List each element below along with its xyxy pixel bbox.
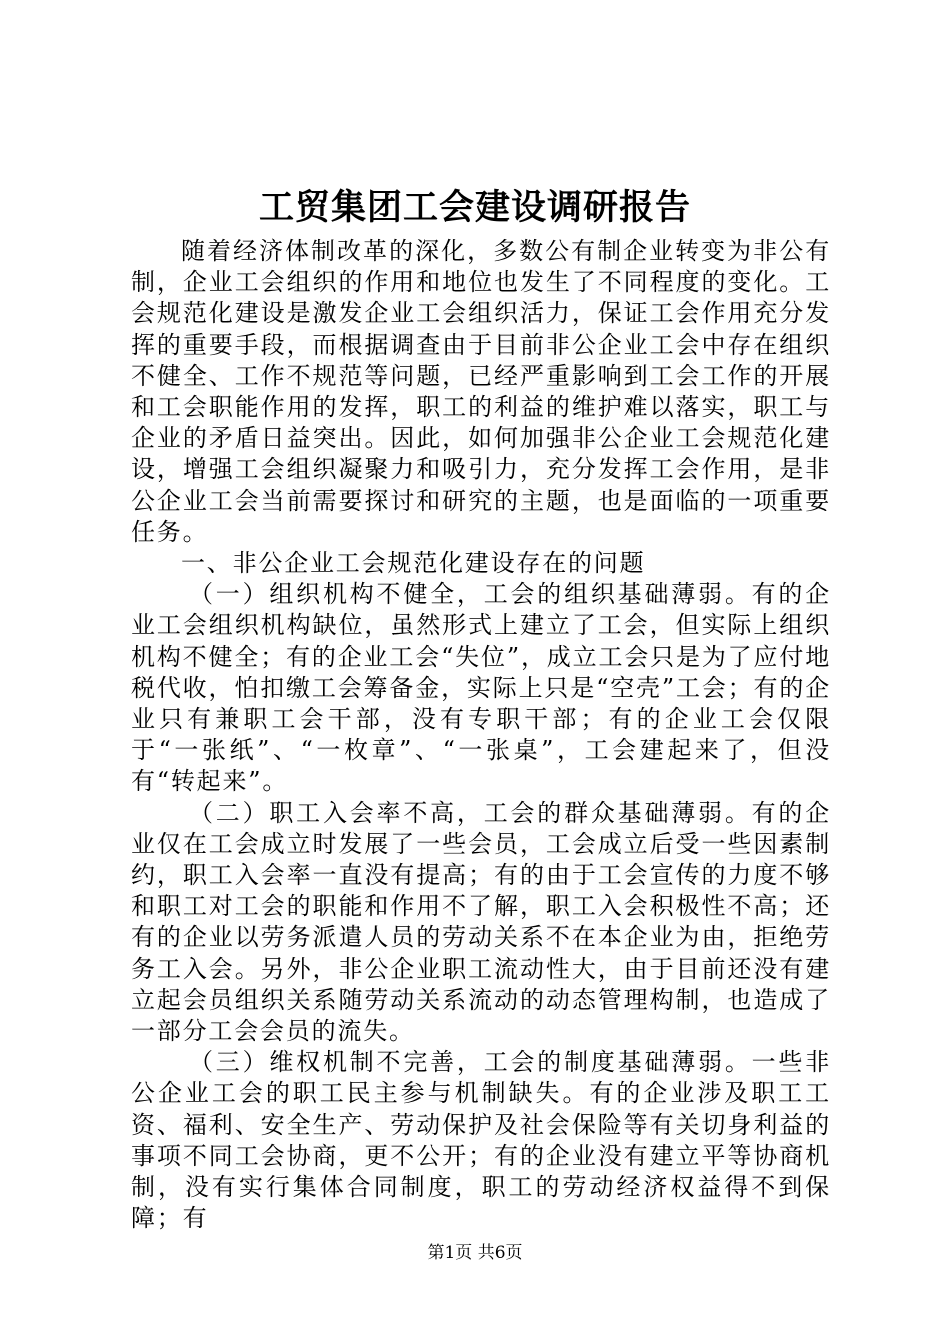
section-heading: 一、非公企业工会规范化建设存在的问题 — [181, 549, 646, 578]
document-body — [131, 236, 831, 1235]
document-title: 工贸集团工会建设调研报告 — [258, 187, 691, 228]
intro-paragraph: 随着经济体制改革的深化，多数公有制企业转变为非公有制，企业工会组织的作用和地位也发生了不同程度的变化。工会规范化建设是激发企业工会组织活力，保证工会作用充分发挥的重要手段，而根据调查由于目前非公企业工会中存在组织不健全、工作不规范等问题，已经严重影响到工会工作的开展和工会职能作用的发挥，职工的利益的维护难以落实，职工与企业的矛盾日益突出。因此，如何加强非公企业工会规范化建设，增强工会组织凝聚力和吸引力，充分发挥工会作用，是非公企业工会当前需要探讨和研究的主题，也是面临的一项重要任务。 — [131, 237, 831, 546]
subsection-paragraph-2: （二）职工入会率不高，工会的群众基础薄弱。有的企业仅在工会成立时发展了一些会员，工会成立后受一些因素制约，职工入会率一直没有提高；有的由于工会宣传的力度不够和职工对工会的职能和作用不了解，职工入会积极性不高；还有的企业以劳务派遣人员的劳动关系不在本企业为由，拒绝劳务工入会。另外，非公企业职工流动性大，由于目前还没有建立起会员组织关系随劳动关系流动的动态管理构制，也造成了一部分工会会员的流失。 — [131, 798, 831, 1046]
page-footer: 第1页 共6页 — [427, 1243, 523, 1263]
subsection-paragraph-1: （一）组织机构不健全，工会的组织基础薄弱。有的企业工会组织机构缺位，虽然形式上建立了工会，但实际上组织机构不健全；有的企业工会“失位”，成立工会只是为了应付地税代收，怕扣缴工会筹备金，实际上只是“空壳”工会；有的企业只有兼职工会干部，没有专职干部；有的企业工会仅限于“一张纸”、“一枚章”、“一张桌”，工会建起来了，但没有“转起来”。 — [131, 580, 831, 796]
subsection-paragraph-3: （三）维权机制不完善，工会的制度基础薄弱。一些非公企业工会的职工民主参与机制缺失。有的企业涉及职工工资、福利、安全生产、劳动保护及社会保险等有关切身利益的事项不同工会协商，更不公开；有的企业没有建立平等协商机制，没有实行集体合同制度，职工的劳动经济权益得不到保障；有 — [131, 1048, 831, 1233]
